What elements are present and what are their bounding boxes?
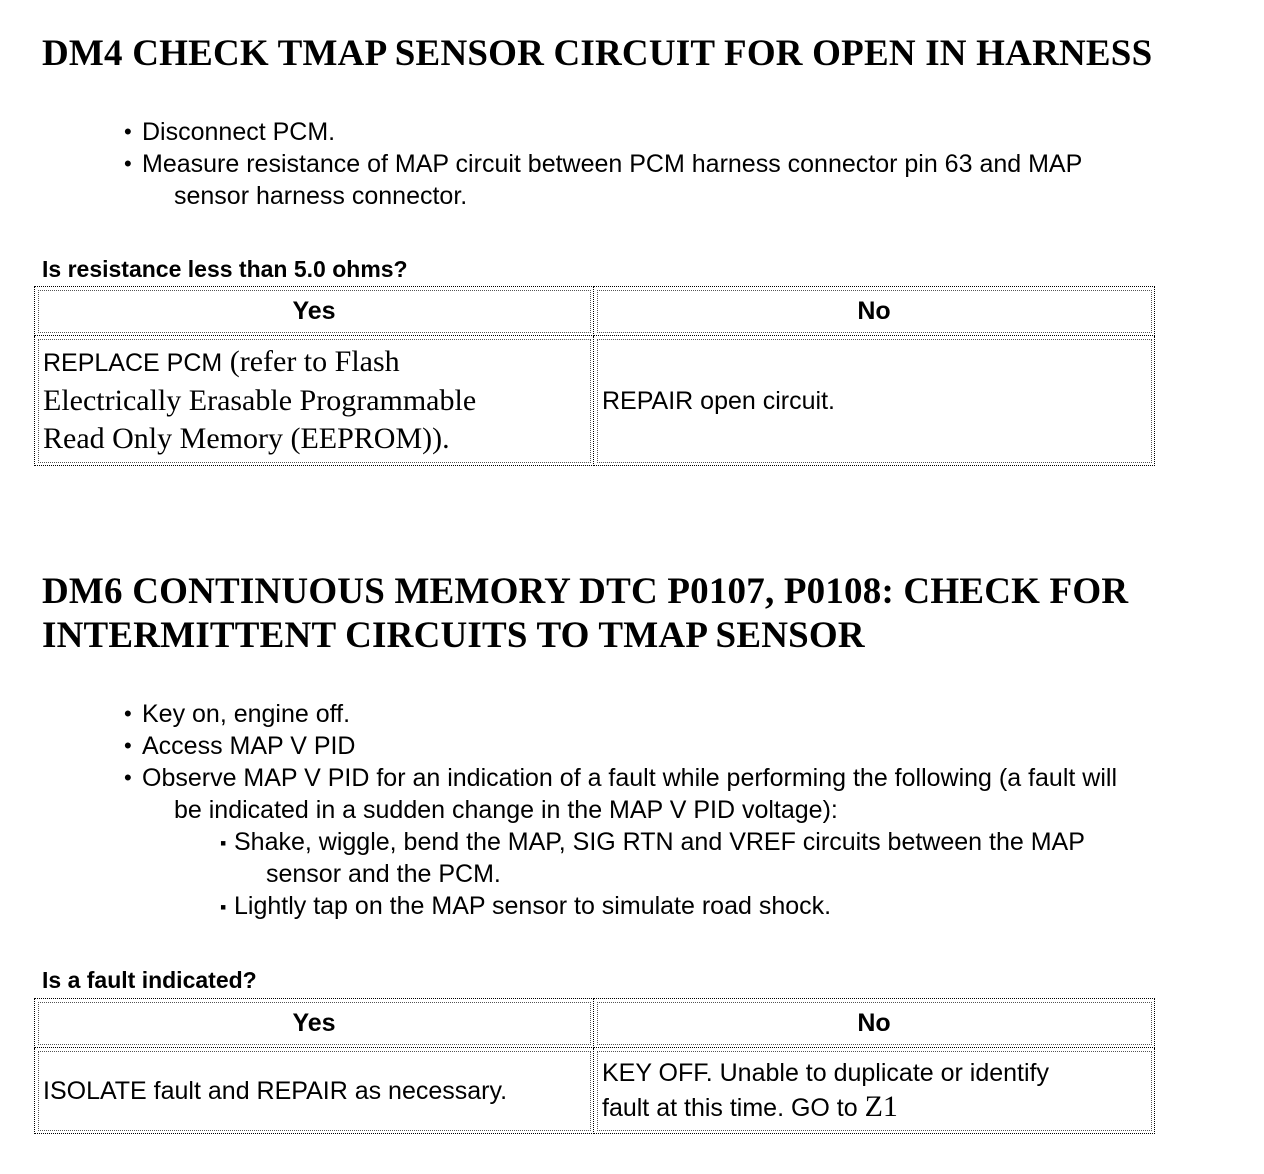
dm4-question: Is resistance less than 5.0 ohms? (42, 256, 408, 282)
dm6-heading-line1: DM6 CONTINUOUS MEMORY DTC P0107, P0108: CHECK FOR (42, 571, 1129, 612)
dm4-yes-rest-1: (refer to Flash (222, 345, 400, 378)
dm4-no-header: No (594, 287, 1155, 336)
dm6-yes-action: ISOLATE fault and REPAIR as necessary. (35, 1048, 594, 1134)
dm6-yes-header: Yes (35, 999, 594, 1048)
dm6-go-to-z1-link[interactable]: Z1 (864, 1090, 898, 1123)
dm4-decision-table (34, 286, 1155, 466)
dm6-heading-line2: INTERMITTENT CIRCUITS TO TMAP SENSOR (42, 615, 865, 656)
dm6-no-header: No (594, 999, 1155, 1048)
dm4-yes-header: Yes (35, 287, 594, 336)
dm4-yes-rest-3: Read Only Memory (EEPROM)). (43, 422, 450, 455)
dm4-steps (124, 116, 1234, 212)
dm6-step-2: • Access MAP V PID (124, 730, 1244, 762)
dm4-step-1: • Disconnect PCM. (124, 116, 1234, 148)
dm4-yes-rest-2: Electrically Erasable Programmable (43, 384, 477, 417)
dm6-heading (42, 570, 1232, 658)
dm6-question: Is a fault indicated? (42, 967, 257, 993)
dm6-no-action-2: fault at this time. GO to (602, 1094, 865, 1122)
dm6-substeps (124, 826, 1244, 922)
dm6-step-3: • Observe MAP V PID for an indication of a fault while performing the following (a fault will be indicated in a sudden change in the MAP V PID voltage): ▪ Shake, wiggle, bend the MAP, SIG RTN and VREF circuits between the MAP sensor and the PCM. ▪ Lightly tap on the MAP sensor to simulate road shock. (124, 762, 1244, 922)
dm6-substep-2: ▪ Lightly tap on the MAP sensor to simulate road shock. (220, 890, 1244, 922)
dm4-no-action: REPAIR open circuit. (594, 336, 1155, 466)
dm6-steps (124, 698, 1244, 922)
dm4-yes-action (35, 336, 594, 466)
dm6-step-1: • Key on, engine off. (124, 698, 1244, 730)
dm6-no-action-1: KEY OFF. Unable to duplicate or identify (602, 1059, 1049, 1087)
dm6-substep-1: ▪ Shake, wiggle, bend the MAP, SIG RTN and VREF circuits between the MAP sensor and the PCM. (220, 826, 1244, 890)
dm4-heading: DM4 CHECK TMAP SENSOR CIRCUIT FOR OPEN IN HARNESS (42, 33, 1153, 74)
dm4-yes-lead: REPLACE PCM (43, 349, 223, 377)
dm4-step-2: • Measure resistance of MAP circuit between PCM harness connector pin 63 and MAP sensor harness connector. (124, 148, 1234, 212)
dm6-decision-table (34, 998, 1155, 1134)
dm6-no-action (594, 1048, 1155, 1134)
